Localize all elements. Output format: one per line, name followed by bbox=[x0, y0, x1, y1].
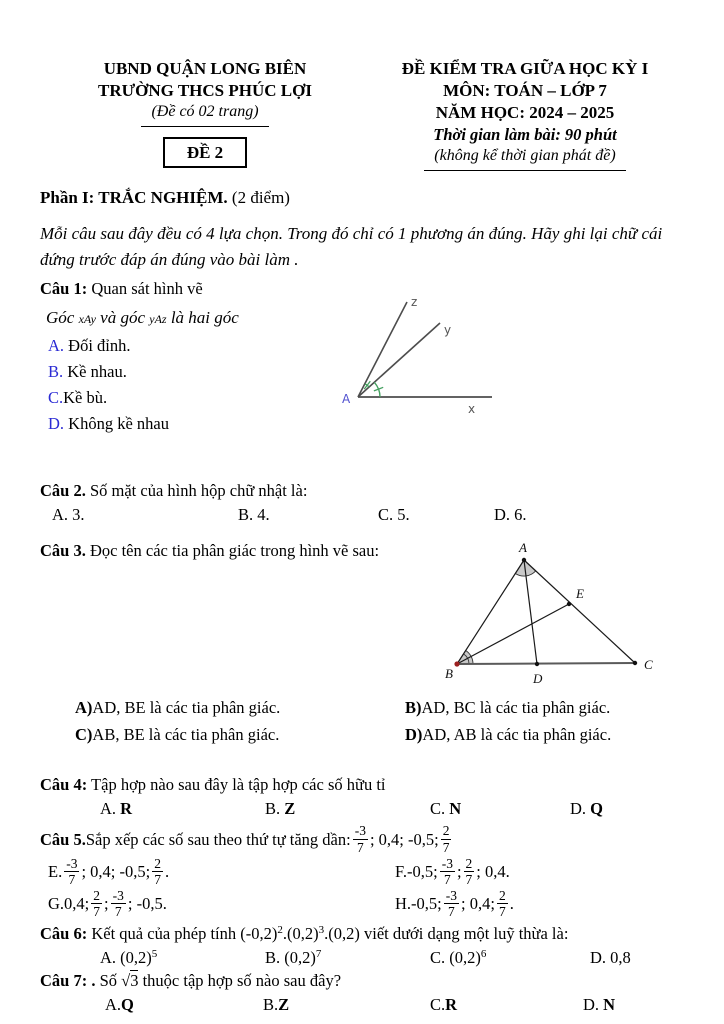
question-4-label: Câu 4: bbox=[40, 775, 88, 795]
page-count-note: (Đề có 02 trang) bbox=[141, 102, 268, 127]
question-2-label: Câu 2. bbox=[40, 481, 86, 501]
section-points: (2 điểm) bbox=[227, 187, 290, 207]
question-3-label: Câu 3. bbox=[40, 540, 86, 560]
option-d bbox=[583, 995, 615, 1016]
question-7-text-2: thuộc tập hợp số nào sau đây? bbox=[138, 971, 342, 991]
option-letter: A. bbox=[100, 947, 121, 967]
option-letter: B. bbox=[48, 362, 64, 382]
option-a bbox=[100, 799, 265, 820]
question-6-text-2: viết dưới dạng một luỹ thừa là: bbox=[359, 923, 569, 943]
fraction: $\frac{2}{7}$ bbox=[442, 823, 450, 856]
option-letter: C. bbox=[430, 947, 450, 967]
fraction: $\frac{-3}{7}$ bbox=[441, 855, 453, 888]
option-letter: B. bbox=[265, 947, 285, 967]
option-letter: C. bbox=[48, 388, 64, 408]
stem-numbers: ; 0,4; -0,5; bbox=[369, 829, 439, 849]
option-c: C. $(0,2)^6$ bbox=[430, 947, 487, 967]
option-letter: D. bbox=[590, 947, 611, 967]
set-symbol: Z bbox=[284, 798, 296, 818]
option-letter: F. bbox=[395, 862, 407, 882]
question-4-text: Tập hợp nào sau đây là tập hợp các số hữu tỉ bbox=[87, 775, 386, 795]
option-d: D. 0,8 bbox=[590, 947, 631, 967]
sqrt-3: √3 bbox=[121, 971, 139, 991]
option-letter: D. bbox=[583, 994, 604, 1014]
question-1-label: Câu 1: bbox=[40, 279, 88, 299]
point-d-label: D bbox=[533, 670, 543, 686]
stem-text: và góc bbox=[95, 308, 150, 328]
option-g: G. 0,4; $\frac{2}{7}$ ; $\frac{-3}{7}$ ; -0,5. bbox=[48, 887, 167, 920]
set-symbol: Q bbox=[121, 994, 134, 1014]
point-b-label: B bbox=[445, 665, 453, 681]
angle-figure bbox=[340, 289, 505, 421]
option-letter: D) bbox=[405, 725, 423, 745]
option-text: Đối đỉnh. bbox=[64, 336, 131, 356]
ray-y-label: y bbox=[444, 323, 452, 338]
school-name: TRƯỜNG THCS PHÚC LỢI bbox=[98, 81, 312, 101]
question-5-options-row-1 bbox=[40, 857, 680, 888]
option-a bbox=[75, 694, 405, 721]
option-text: AD, BE là các tia phân giác. bbox=[92, 698, 281, 718]
point-c-label: C bbox=[644, 656, 653, 672]
duration-line: Thời gian làm bài: 90 phút bbox=[433, 125, 617, 145]
option-d: D. 6. bbox=[494, 504, 527, 524]
question-3 bbox=[40, 541, 680, 749]
triangle-figure bbox=[445, 541, 700, 699]
header-right bbox=[370, 58, 680, 171]
instructions: Mỗi câu sau đây đều có 4 lựa chọn. Trong đó chỉ có 1 phương án đúng. Hãy ghi lại chữ cái đứng trước đáp án đúng vào bài làm . bbox=[40, 223, 663, 270]
question-3-text: Đọc tên các tia phân giác trong hình vẽ sau: bbox=[85, 540, 380, 560]
option-letter: B. bbox=[265, 798, 285, 818]
subject-line: MÔN: TOÁN – LỚP 7 bbox=[443, 81, 607, 101]
set-symbol: N bbox=[449, 798, 462, 818]
question-6-options bbox=[40, 948, 680, 969]
point-a-label: A bbox=[519, 540, 527, 555]
option-letter: B. bbox=[263, 994, 279, 1014]
option-letter: C. bbox=[430, 798, 450, 818]
question-1-text: Quan sát hình vẽ bbox=[87, 279, 203, 299]
fraction: $\frac{-3}{7}$ bbox=[354, 823, 366, 856]
option-letter: G. bbox=[48, 894, 65, 914]
angle-yAz: yAz bbox=[149, 312, 167, 327]
section-title-text: Phần I: TRẮC NGHIỆM. bbox=[40, 187, 228, 207]
school-year-line: NĂM HỌC: 2024 – 2025 bbox=[435, 103, 615, 123]
fraction: $\frac{2}{7}$ bbox=[465, 855, 473, 888]
header-left bbox=[40, 58, 370, 171]
option-d bbox=[570, 799, 603, 820]
ray-z-label: z bbox=[411, 295, 418, 310]
option-letter: C. bbox=[430, 994, 446, 1014]
option-letter: A. bbox=[48, 336, 65, 356]
option-h: H. -0,5; $\frac{-3}{7}$ ; 0,4; $\frac{2}{7}$ . bbox=[395, 887, 514, 920]
question-5-text: Sắp xếp các số sau theo thứ tự tăng dần: bbox=[85, 829, 351, 849]
duration-note: (không kể thời gian phát đề) bbox=[424, 146, 625, 171]
option-a: A. $(0,2)^5$ bbox=[100, 947, 158, 967]
option-letter: D. bbox=[570, 798, 591, 818]
question-4 bbox=[40, 775, 680, 819]
option-b bbox=[265, 799, 430, 820]
option-letter: B) bbox=[405, 698, 422, 718]
question-1 bbox=[40, 279, 680, 437]
question-7-options bbox=[40, 995, 680, 1016]
header bbox=[40, 58, 680, 171]
option-c bbox=[430, 799, 570, 820]
fraction: $\frac{2}{7}$ bbox=[498, 887, 506, 920]
option-letter: E. bbox=[48, 862, 63, 882]
option-text: Kề bù. bbox=[63, 388, 108, 408]
option-letter: A) bbox=[75, 698, 93, 718]
set-symbol: Z bbox=[278, 994, 290, 1014]
expression: $(-0,2)^2.(0,2)^3.(0,2)$ bbox=[240, 923, 360, 943]
section-title bbox=[40, 187, 680, 208]
question-5-options-row-2 bbox=[40, 889, 680, 920]
option-text: AD, AB là các tia phân giác. bbox=[422, 725, 612, 745]
stem-text: là hai góc bbox=[166, 308, 239, 328]
question-2-options bbox=[40, 505, 680, 526]
option-e: E. $\frac{-3}{7}$ ; 0,4; -0,5; $\frac{2}{7}$ . bbox=[48, 855, 170, 888]
question-5-stem bbox=[40, 824, 680, 855]
stem-text: Góc bbox=[46, 308, 79, 328]
question-6 bbox=[40, 924, 680, 968]
option-letter: H. bbox=[395, 894, 412, 914]
option-b: B. $(0,2)^7$ bbox=[265, 947, 322, 967]
angle-xAy: xAy bbox=[78, 312, 96, 327]
set-symbol: N bbox=[603, 994, 616, 1014]
question-7-text: Số bbox=[95, 971, 122, 991]
question-4-options bbox=[40, 799, 680, 820]
fraction: $\frac{-3}{7}$ bbox=[112, 887, 124, 920]
option-letter: D. bbox=[48, 414, 65, 434]
question-2-text: Số mặt của hình hộp chữ nhật là: bbox=[85, 481, 308, 501]
set-symbol: Q bbox=[590, 798, 604, 818]
option-a: A. 3. bbox=[52, 504, 85, 524]
option-letter: A. bbox=[105, 994, 122, 1014]
question-6-text: Kết quả của phép tính bbox=[87, 923, 241, 943]
set-symbol: R bbox=[445, 994, 458, 1014]
exam-title: ĐỀ KIỂM TRA GIỮA HỌC KỲ I bbox=[401, 59, 649, 78]
question-5-label: Câu 5. bbox=[40, 829, 86, 849]
option-c bbox=[430, 995, 583, 1016]
option-text: AB, BE là các tia phân giác. bbox=[92, 725, 280, 745]
option-text: Kề nhau. bbox=[63, 362, 127, 382]
fraction: $\frac{2}{7}$ bbox=[93, 887, 101, 920]
question-7 bbox=[40, 971, 680, 1015]
point-e-label: E bbox=[576, 585, 584, 601]
ray-x-label: x bbox=[468, 402, 476, 417]
vertex-a-label: A bbox=[342, 392, 351, 407]
option-letter: C) bbox=[75, 725, 93, 745]
option-d bbox=[405, 721, 611, 748]
set-symbol: R bbox=[120, 798, 133, 818]
option-f: F. -0,5; $\frac{-3}{7}$ ; $\frac{2}{7}$ ; 0,4. bbox=[395, 855, 510, 888]
fraction: $\frac{2}{7}$ bbox=[154, 855, 161, 888]
question-2 bbox=[40, 481, 680, 525]
exam-code-box: ĐỀ 2 bbox=[163, 137, 247, 168]
fraction: $\frac{-3}{7}$ bbox=[445, 887, 458, 920]
question-6-label: Câu 6: bbox=[40, 923, 88, 943]
option-a bbox=[105, 995, 263, 1016]
option-b: B. 4. bbox=[238, 504, 270, 524]
fraction: $\frac{-3}{7}$ bbox=[66, 855, 78, 888]
option-c: C. 5. bbox=[378, 504, 410, 524]
question-5 bbox=[40, 824, 680, 919]
option-text: AD, BC là các tia phân giác. bbox=[421, 698, 611, 718]
org-name: UBND QUẬN LONG BIÊN bbox=[103, 59, 307, 78]
option-c bbox=[75, 721, 405, 748]
question-7-label: Câu 7: . bbox=[40, 971, 96, 991]
option-text: Không kề nhau bbox=[64, 414, 169, 434]
option-letter: A. bbox=[100, 798, 121, 818]
question-3-options bbox=[40, 694, 680, 748]
option-b bbox=[263, 995, 430, 1016]
